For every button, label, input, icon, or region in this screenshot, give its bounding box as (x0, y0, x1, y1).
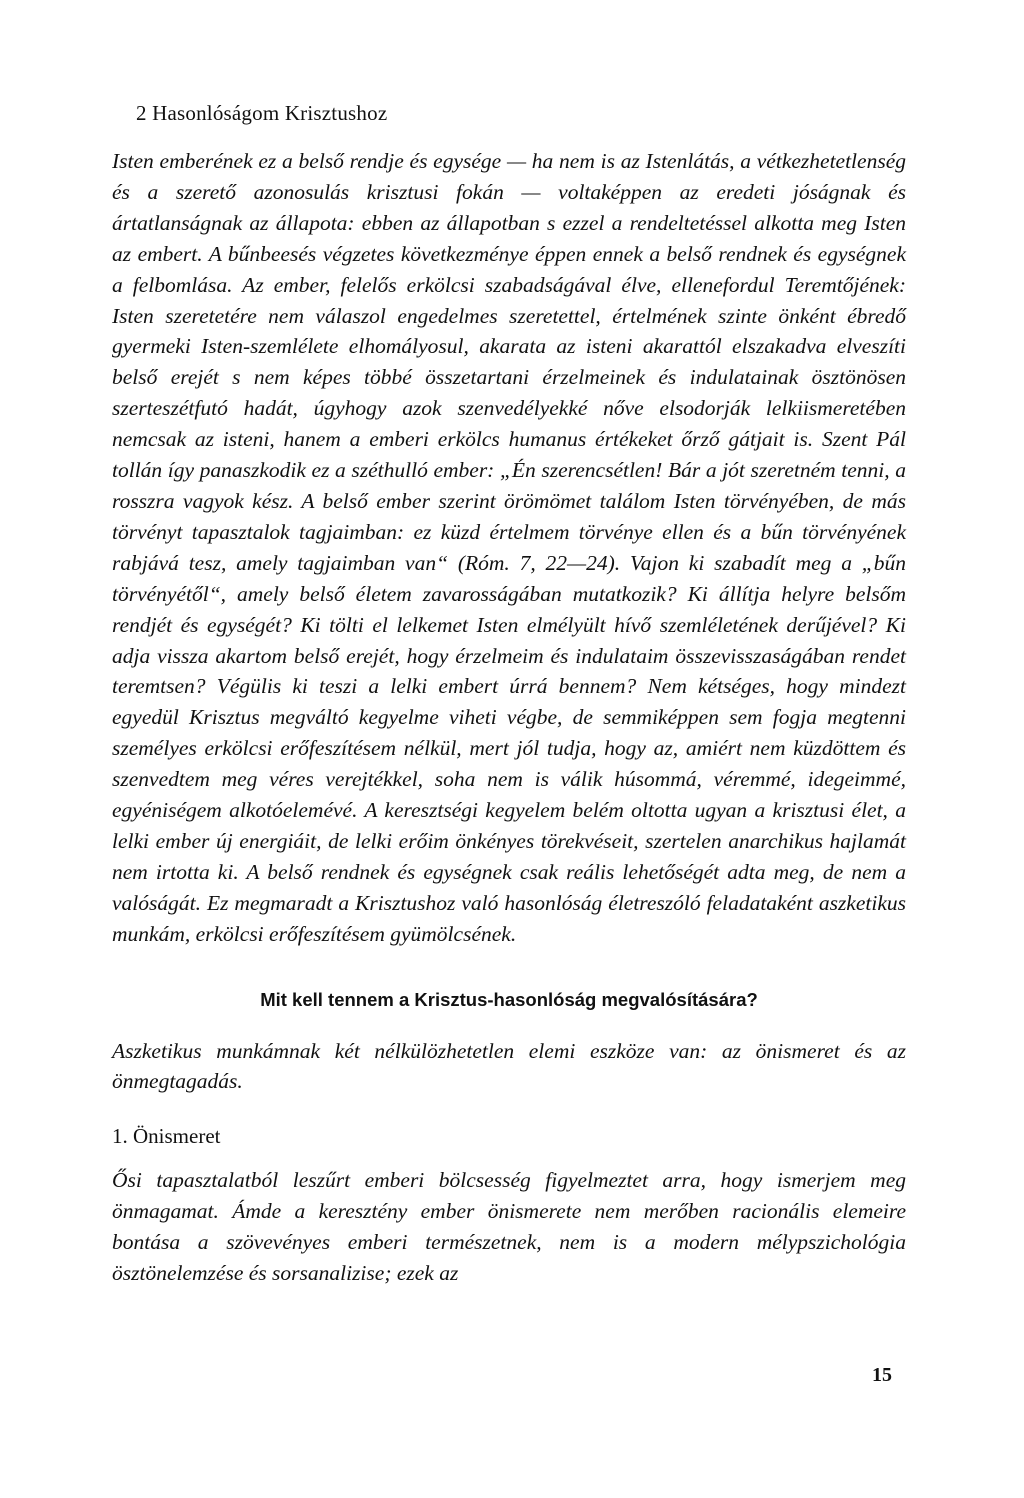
running-head: 2 Hasonlóságom Krisztushoz (136, 101, 388, 125)
body-paragraph-2: Aszketikus munkámnak két nélkülözhetetlen elemi eszköze van: az önismeret és az önmegtagadás. (112, 1038, 906, 1094)
body-paragraph-1: Isten emberének ez a belső rendje és egysége — ha nem is az Istenlátás, a vétkezhetetlenség és a szerető azonosulás krisztusi fokán — voltaképpen az eredeti jóságnak és ártatlanságnak az állapota: ebben az állapotban s ezzel a rendeltetéssel alkotta meg Isten az embert. A bűnbeesés végzetes következménye éppen ennek a belső rendnek és egységnek a felbomlása. Az ember, felelős erkölcsi szabadságával élve, ellenefordul Teremtőjének: Isten szeretetére nem válaszol engedelmes szeretettel, értelmének szinte önként ébredő gyermeki Isten-szemlélete elhomályosul, akarata az isteni akarattól elszakadva elveszíti belső erejét s nem képes többé összetartani érzelmeinek és indulatainak ösztönösen szerteszétfutó hadát, úgyhogy azok szenvedélyekké nőve elsodorják lelkiismeretében nemcsak az isteni, hanem a emberi erkölcs humanus értékeket őrző gátjait is. Szent Pál tollán így panaszkodik ez a széthulló ember: „Én szerencsétlen! Bár a jót szeretném tenni, a rosszra vagyok kész. A belső ember szerint örömömet találom Isten törvényében, de más törvényt tapasztalok tagjaimban: ez küzd értelmem törvénye ellen és a bűn törvényének rabjává tesz, amely tagjaimban van“ (Róm. 7, 22—24). Vajon ki szabadít meg a „bűn törvényétől“, amely belső életem zavarosságában mutatkozik? Ki állítja helyre belsőm rendjét és egységét? Ki tölti el lelkemet Isten elmélyült hívő szemléletének derűjével? Ki adja vissza akartom belső erejét, hogy érzelmeim és indulataim összevisszaságában rendet teremtsen? Végülis ki teszi a lelki embert úrrá bennem? Nem kétséges, hogy mindezt egyedül Krisztus megváltó kegyelme viheti végbe, de semmiképpen sem fogja megtenni személyes erkölcsi erőfeszítésem nélkül, mert jól tudja, hogy az, amiért nem küzdöttem és szenvedtem meg véres verejtékkel, soha nem is válik húsommá, véremmé, idegeimmé, egyéniségem alkotóelemévé. A keresztségi kegyelem belém oltotta ugyan a krisztusi élet, a lelki ember új energiáit, de lelki erőim önkényes törekvéseit, szertelen anarchikus hajlamát nem irtotta ki. A belső rendnek és egységnek csak reális lehetőségét adta meg, de nem a valóságát. Ez megmaradt a Krisztushoz való hasonlóság életreszóló feladataként aszketikus munkám, erkölcsi erőfeszítésem gyümölcsének. (112, 149, 906, 946)
page-number: 15 (872, 1364, 892, 1386)
book-page (112, 100, 906, 1289)
section-heading: Mit kell tennem a Krisztus-hasonlóság megvalósítására? (260, 988, 758, 1010)
body-paragraph-3: Ősi tapasztalatból leszűrt emberi bölcsesség figyelmeztet arra, hogy ismerjem meg önmagamat. Ámde a keresztény ember önismerete nem merőben racionális elemeire bontása a szövevényes emberi természetnek, nem is a modern mélypszichológia ösztönelemzése és sorsanalizise; ezek az (112, 1168, 906, 1286)
subsection-heading: 1. Önismeret (112, 1124, 221, 1149)
